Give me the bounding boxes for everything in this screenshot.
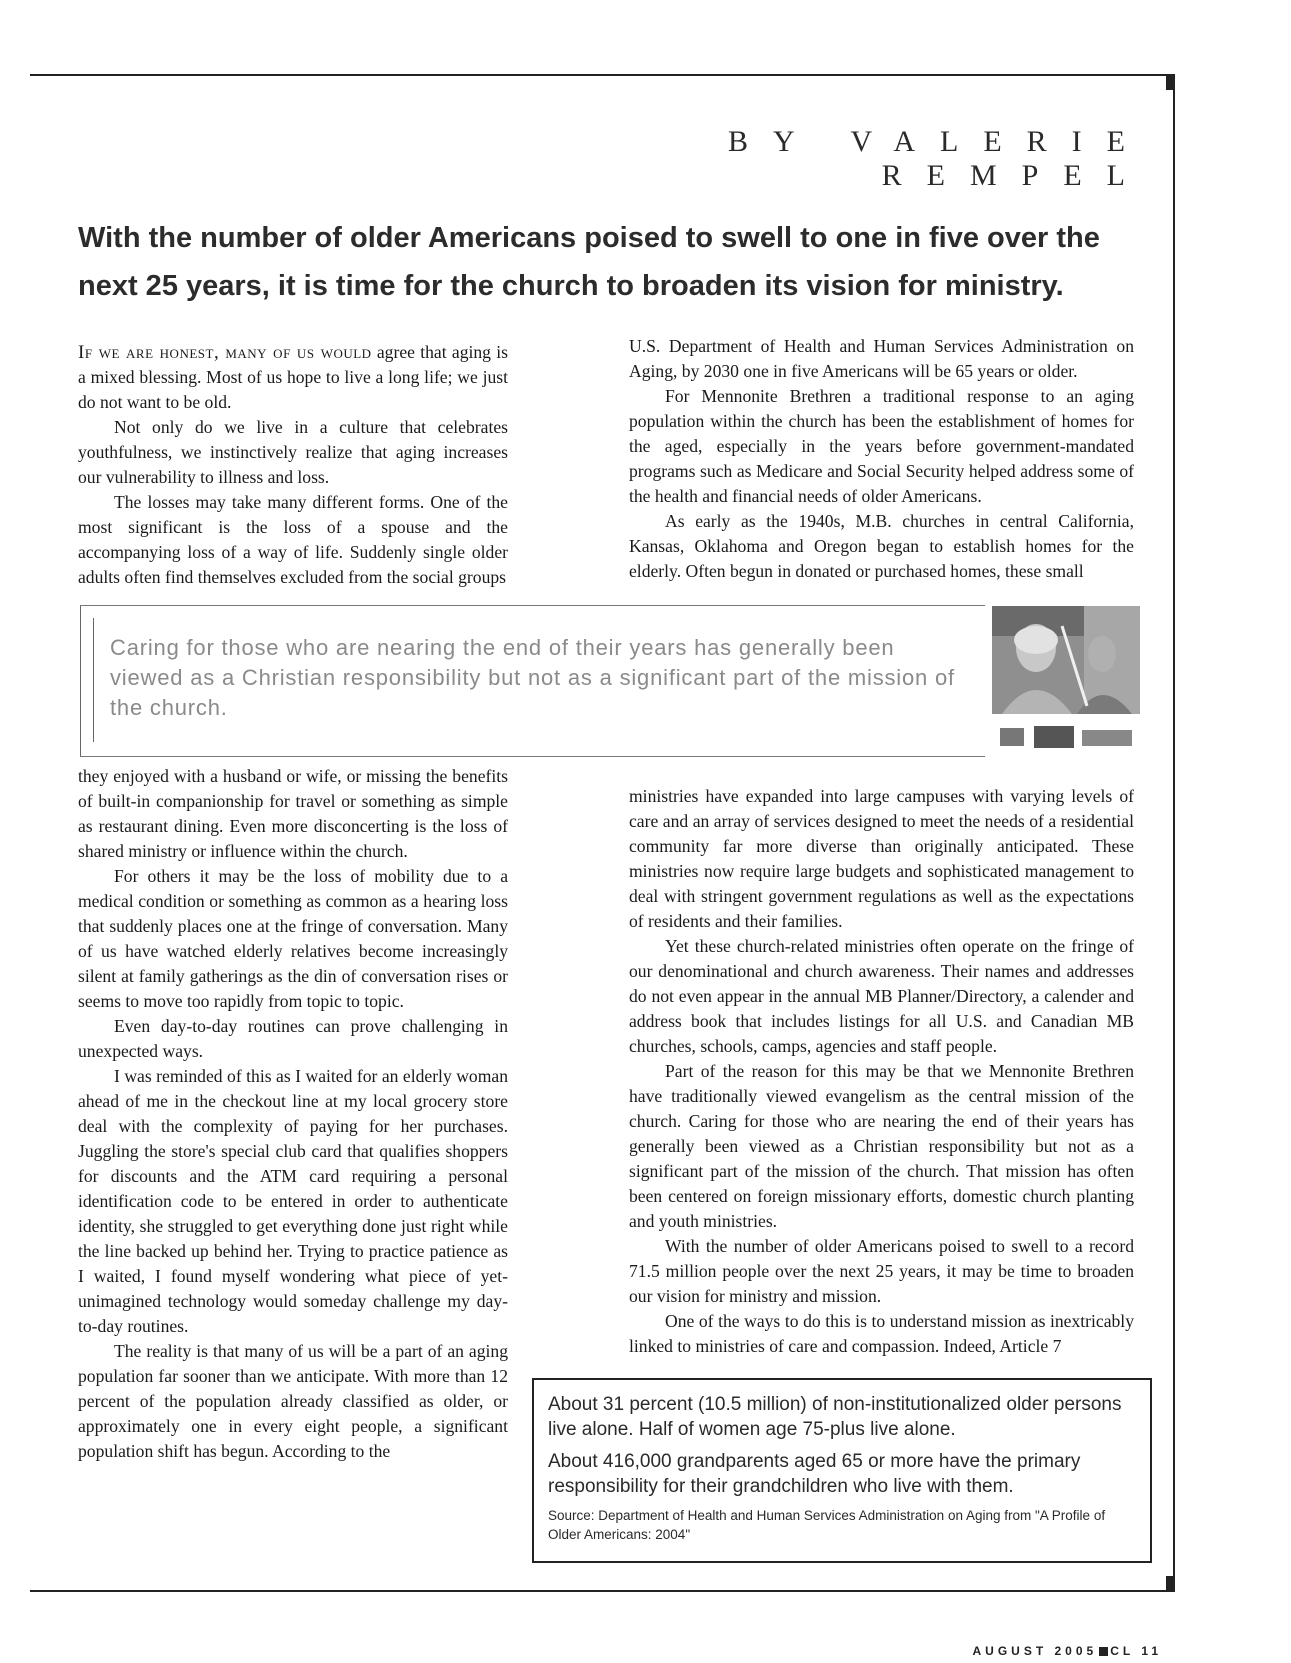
footer-square-icon bbox=[1099, 1647, 1108, 1656]
page-number: 11 bbox=[1141, 1644, 1162, 1658]
paragraph: As early as the 1940s, M.B. churches in central California, Kansas, Oklahoma and Oregon began to establish homes for the elderly. Often begun in donated or purchased homes, these small bbox=[629, 511, 1134, 581]
paragraph: One of the ways to do this is to understand mission as inextricably linked to ministries of care and compassion. Indeed, Article 7 bbox=[629, 1311, 1134, 1356]
paragraph: U.S. Department of Health and Human Services Administration on Aging, by 2030 one in five Americans will be 65 years or older. bbox=[629, 336, 1134, 381]
paragraph: I was reminded of this as I waited for an elderly woman ahead of me in the checkout line at my local grocery store deal with the complexity of paying for her purchases. Juggling the store's special club card that qualifies shoppers for discounts and the ATM card requiring a personal identification code to be entered in order to authenticate identity, she struggled to get everything done just right while the line backed up behind her. Trying to practice patience as I waited, I found myself wondering what piece of yet-unimagined technology would someday challenge my day-to-day routines. bbox=[78, 1066, 508, 1336]
photo-illustration bbox=[992, 606, 1140, 758]
paragraph: The losses may take many different forms. One of the most significant is the loss of a spouse and the accompanying loss of a way of life. Suddenly single older adults often find themselves excluded from the social groups bbox=[78, 492, 508, 587]
paragraph: If we are honest, many of us would agree that aging is a mixed blessing. Most of us hope to live a long life; we just do not want to be old. bbox=[78, 342, 508, 412]
paragraph: The reality is that many of us will be a part of an aging population far sooner than we anticipate. With more than 12 percent of the population already classified as older, or approximately one in every eight people, a significant population shift has begun. According to the bbox=[78, 1341, 508, 1461]
paragraph: With the number of older Americans poised to swell to a record 71.5 million people over the next 25 years, it may be time to broaden our vision for ministry and mission. bbox=[629, 1236, 1134, 1306]
article-column-lower-right bbox=[629, 784, 1134, 1359]
page-footer bbox=[900, 1644, 1162, 1658]
fact-living-alone: About 31 percent (10.5 million) of non-institutionalized older persons live alone. Half of women age 75-plus live alone. bbox=[548, 1394, 1122, 1440]
fact-box bbox=[532, 1378, 1152, 1563]
pull-quote-bottom-rule bbox=[80, 756, 985, 757]
pull-quote: Caring for those who are nearing the end of their years has generally been viewed as a Christian responsibility but not as a significant part of the mission of the church. bbox=[110, 635, 955, 720]
paragraph: they enjoyed with a husband or wife, or missing the benefits of built-in companionship for travel or something as simple as restaurant dining. Even more disconcerting is the loss of shared ministry or influence within the church. bbox=[78, 766, 508, 861]
paragraph: Yet these church-related ministries often operate on the fringe of our denominational and church awareness. Their names and addresses do not even appear in the annual MB Planner/Directory, a calender and address book that includes listings for all U.S. and Canadian MB churches, schools, camps, agencies and staff people. bbox=[629, 936, 1134, 1056]
byline: BY VALERIE REMPEL bbox=[728, 125, 1150, 192]
right-rule bbox=[1173, 74, 1175, 1592]
bottom-rule-block bbox=[1166, 1576, 1175, 1592]
top-rule bbox=[30, 74, 1175, 76]
footer-publication: CL bbox=[1110, 1644, 1134, 1658]
pull-quote-top-rule bbox=[80, 605, 985, 606]
paragraph: For others it may be the loss of mobility due to a medical condition or something as common as a hearing loss that suddenly places one at the fringe of conversation. Many of us have watched elderly relatives become increasingly silent at family gatherings as the din of conversation rises or seems to move too rapidly from topic to topic. bbox=[78, 866, 508, 1011]
footer-date: AUGUST 2005 bbox=[972, 1644, 1098, 1658]
article-column-upper-left bbox=[78, 340, 508, 590]
paragraph: For Mennonite Brethren a traditional response to an aging population within the church has been the establishment of homes for the aged, especially in the years before government-mandated programs such as Medicare and Social Security helped address some of the health and financial needs of older Americans. bbox=[629, 386, 1134, 506]
paragraph: Not only do we live in a culture that celebrates youthfulness, we instinctively realize that aging increases our vulnerability to illness and loss. bbox=[78, 417, 508, 487]
paragraph: Part of the reason for this may be that we Mennonite Brethren have traditionally viewed evangelism as the central mission of the church. Caring for those who are nearing the end of their years has generally been viewed as a Christian responsibility but not as a significant part of the mission of the church. That mission has often been centered on foreign missionary efforts, domestic church planting and youth ministries. bbox=[629, 1061, 1134, 1231]
article-column-lower-left bbox=[78, 764, 508, 1464]
pull-quote-inner-rule bbox=[93, 618, 94, 742]
article-column-upper-right bbox=[629, 334, 1134, 584]
headline: With the number of older Americans poised to swell to one in five over the next 25 years, it is time for the church to broaden its vision for ministry. bbox=[78, 222, 1100, 302]
lead-in: If we are honest, many of us would bbox=[78, 342, 372, 363]
paragraph: ministries have expanded into large campuses with varying levels of care and an array of services designed to meet the needs of a residential community far more diverse than originally anticipated. These ministries now require large budgets and sophisticated management to deal with stringent government regulations as well as the expectations of residents and their families. bbox=[629, 786, 1134, 931]
photo-elderly-people bbox=[992, 606, 1140, 758]
fact-source: Source: Department of Health and Human Services Administration on Aging from "A Profile of Older Americans: 2004" bbox=[548, 1508, 1106, 1542]
bottom-rule bbox=[30, 1590, 1175, 1592]
pull-quote-left-rule bbox=[80, 606, 81, 756]
paragraph: Even day-to-day routines can prove challenging in unexpected ways. bbox=[78, 1016, 508, 1061]
fact-grandparents: About 416,000 grandparents aged 65 or more have the primary responsibility for their grandchildren who live with them. bbox=[548, 1451, 1081, 1497]
